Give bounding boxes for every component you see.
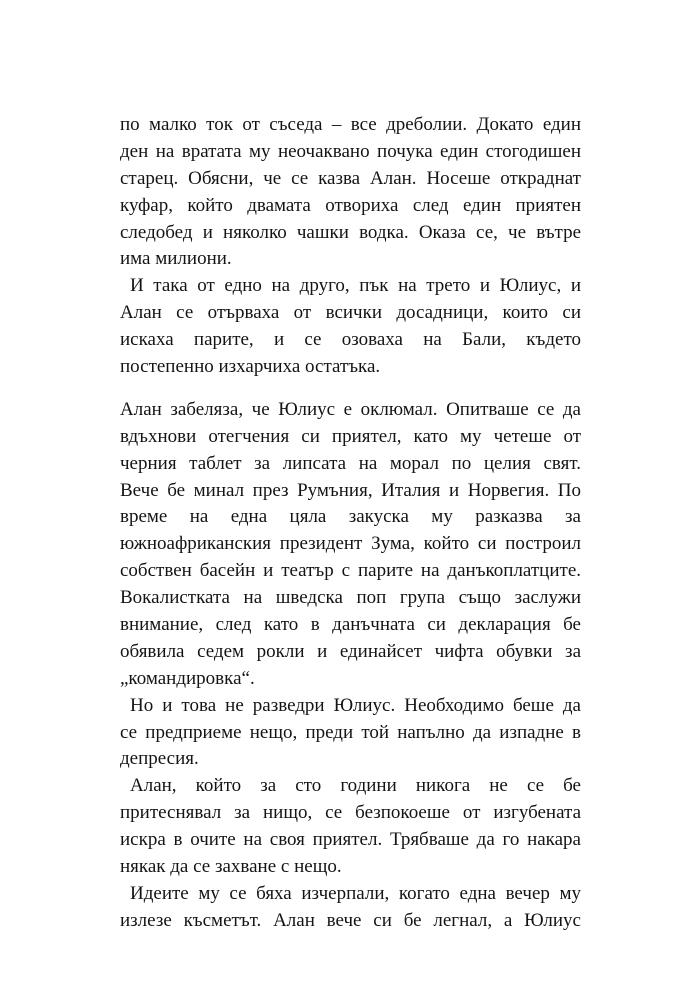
text-line: постепенно изхарчиха остатъка.: [120, 356, 381, 378]
text-line: Алан се отърваха от всички досадници, които си: [120, 302, 581, 324]
text-line: някак да се захване с нещо.: [120, 856, 342, 878]
text-line: притеснявал за нищо, се безпокоеше от изгубената: [120, 802, 581, 824]
text-line: Вече бе минал през Румъния, Италия и Норвегия. По: [120, 479, 581, 501]
text-line: „командировка“.: [120, 667, 255, 689]
paragraph: [120, 881, 581, 935]
text-line: има милиони.: [120, 248, 232, 270]
paragraph: [120, 693, 581, 774]
text-line: Алан забеляза, че Юлиус е оклюмал. Опитваше се да: [120, 398, 581, 420]
text-line: по малко ток от съседа – все дреболии. Докато един: [120, 114, 581, 135]
text-line: депресия.: [120, 748, 199, 770]
paragraph-break: [120, 381, 581, 397]
text-line: искаха парите, и се озоваха на Бали, където: [120, 329, 581, 351]
paragraph: [120, 273, 581, 381]
text-line: Вокалистката на шведска поп група също заслужи: [120, 587, 581, 609]
text-line: черния таблет за липсата на морал по целия свят.: [120, 452, 581, 474]
page-text: [120, 112, 581, 935]
text-line: следобед и няколко чашки водка. Оказа се, че вътре: [120, 221, 581, 243]
paragraph: [120, 112, 581, 273]
text-line: Но и това не разведри Юлиус. Необходимо беше да: [130, 694, 581, 716]
text-line: южноафриканския президент Зума, който си построил: [120, 533, 581, 555]
text-line: време на една цяла закуска му разказва за: [120, 506, 581, 528]
paragraph: [120, 773, 581, 881]
text-line: вдъхнови отегчения си приятел, като му четеше от: [120, 425, 581, 447]
text-line: обявила седем рокли и единайсет чифта обувки за: [120, 640, 581, 662]
text-line: старец. Обясни, че се казва Алан. Носеше откраднат: [120, 167, 581, 189]
text-line: собствен басейн и театър с парите на данъкоплатците.: [120, 560, 581, 582]
text-line: куфар, който двамата отвориха след един приятен: [120, 194, 581, 216]
text-line: Алан, който за сто години никога не се бе: [130, 775, 581, 797]
text-line: излезе късметът. Алан вече си бе легнал, а Юлиус: [120, 909, 581, 931]
text-line: внимание, след като в данъчната си декларация бе: [120, 614, 581, 636]
text-line: се предприеме нещо, преди той напълно да изпадне в: [120, 721, 581, 743]
text-line: Идеите му се бяха изчерпали, когато една вечер му: [130, 882, 581, 904]
text-line: ден на вратата му неочаквано почука един стогодишен: [120, 140, 581, 162]
text-line: И така от едно на друго, пък на трето и Юлиус, и: [130, 275, 581, 297]
paragraph: [120, 397, 581, 693]
text-line: искра в очите на своя приятел. Трябваше да го накара: [120, 829, 581, 851]
